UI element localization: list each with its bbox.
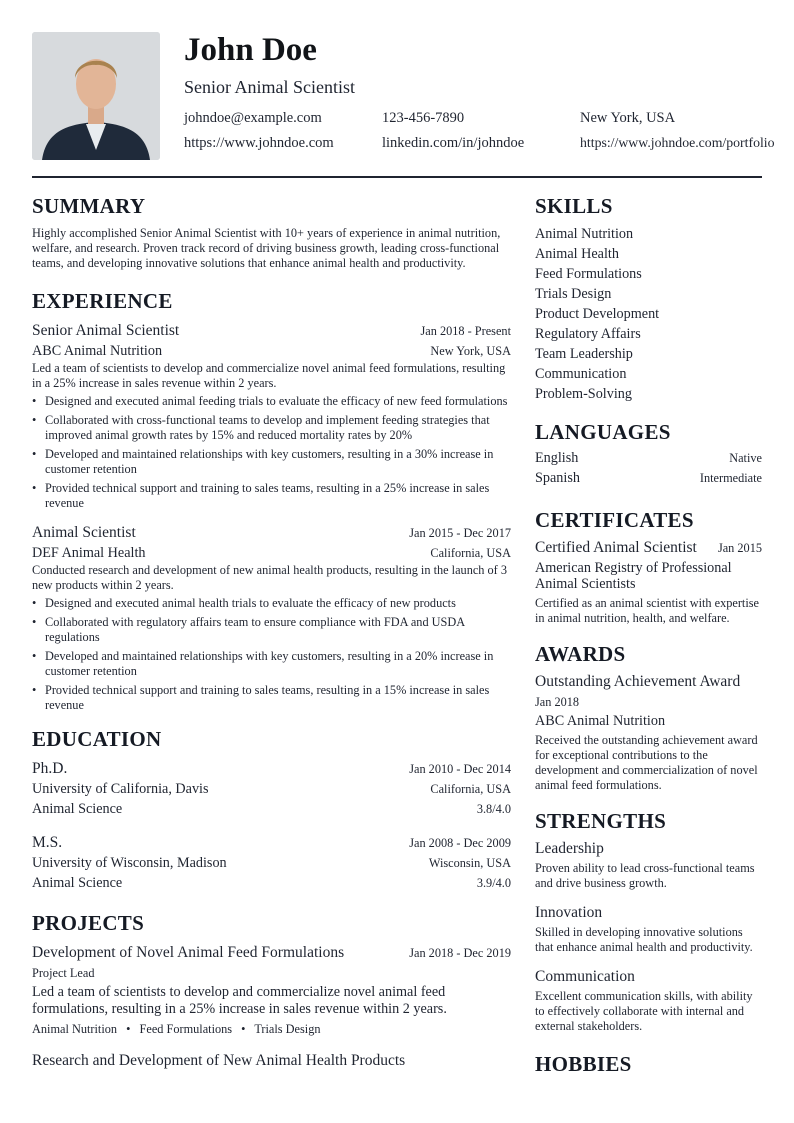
project-title: Research and Development of New Animal Health Products: [32, 1052, 406, 1069]
school: University of California, Davis: [32, 781, 209, 797]
education-heading: EDUCATION: [32, 727, 162, 751]
skill-item: Animal Nutrition: [535, 226, 634, 242]
job-company: ABC Animal Nutrition: [32, 343, 163, 359]
certificate-description: Certified as an animal scientist with expertise in animal nutrition, health, and welfare.: [535, 596, 760, 625]
contact-location: New York, USA: [580, 110, 676, 126]
job-dates: Jan 2015 - Dec 2017: [409, 526, 511, 540]
sidebar-column: [535, 192, 762, 1084]
strength-description: Skilled in developing innovative solutions that enhance animal health and productivity.: [535, 925, 753, 954]
field-of-study: Animal Science: [32, 801, 123, 817]
contact-phone[interactable]: 123-456-7890: [382, 110, 465, 126]
job-company: DEF Animal Health: [32, 545, 146, 561]
strength-name: Leadership: [535, 840, 604, 857]
field-of-study: Animal Science: [32, 875, 123, 891]
hobbies-section: [535, 1050, 762, 1078]
award-description: Received the outstanding achievement award for exceptional contributions to the development and commercialization of novel animal feed formulations.: [535, 733, 758, 792]
job-description: Led a team of scientists to develop and commercialize novel animal feed formulations, resulting in a 25% increase in sales revenue within 2 years.: [32, 361, 506, 390]
education-item: [32, 759, 511, 819]
profile-photo: [32, 32, 160, 160]
tag-separator: •: [241, 1022, 246, 1036]
list-item: • Designed and executed animal feeding trials to evaluate the efficacy of new feed formulations: [32, 394, 511, 409]
strength-name: Innovation: [535, 904, 603, 921]
list-item: • Developed and maintained relationships with key customers, resulting in a 30% increase in customer retention: [32, 447, 511, 477]
school-location: Wisconsin, USA: [428, 856, 511, 870]
list-item: • Provided technical support and training to sales teams, resulting in a 25% increase in sales revenue: [32, 481, 511, 511]
list-item: • Developed and maintained relationships with key customers, resulting in a 20% increase in customer retention: [32, 649, 511, 679]
degree: M.S.: [32, 834, 63, 851]
project-tag: Animal Nutrition: [32, 1022, 118, 1036]
summary-section: [32, 192, 511, 271]
projects-heading: PROJECTS: [32, 911, 145, 935]
contact-linkedin[interactable]: linkedin.com/in/johndoe: [382, 135, 525, 151]
list-item: • Designed and executed animal health trials to evaluate the efficacy of new products: [32, 596, 511, 611]
award-issuer: ABC Animal Nutrition: [535, 713, 666, 729]
summary-heading: SUMMARY: [32, 194, 146, 218]
projects-section: [32, 909, 511, 1071]
certificate-date: Jan 2015: [717, 541, 762, 555]
school-location: California, USA: [430, 782, 511, 796]
skill-item: Feed Formulations: [535, 266, 642, 282]
strength-item: [535, 967, 762, 1034]
main-column: [32, 192, 511, 1071]
language-level: Native: [729, 451, 762, 465]
gpa: 3.8/4.0: [476, 802, 511, 816]
strength-description: Proven ability to lead cross-functional teams and drive business growth.: [535, 861, 755, 890]
list-item: • Collaborated with regulatory affairs team to ensure compliance with FDA and USDA regulations: [32, 615, 511, 645]
job-title: Animal Scientist: [32, 524, 136, 541]
skill-item: Regulatory Affairs: [535, 326, 641, 342]
project-tag: Feed Formulations: [139, 1022, 233, 1036]
language-level: Intermediate: [699, 471, 762, 485]
hobbies-heading: HOBBIES: [535, 1052, 632, 1076]
languages-heading: LANGUAGES: [535, 420, 671, 444]
certificate-name: Certified Animal Scientist: [535, 539, 697, 556]
language-name: Spanish: [535, 470, 580, 486]
school: University of Wisconsin, Madison: [32, 855, 227, 871]
education-dates: Jan 2008 - Dec 2009: [409, 836, 511, 850]
tag-separator: •: [126, 1022, 131, 1036]
strength-item: [535, 903, 762, 955]
experience-item: [32, 321, 511, 511]
skill-item: Problem-Solving: [535, 386, 632, 402]
experience-heading: EXPERIENCE: [32, 289, 173, 313]
language-item: [535, 448, 762, 468]
skills-heading: SKILLS: [535, 194, 613, 218]
job-location: California, USA: [430, 546, 511, 560]
skill-item: Animal Health: [535, 246, 619, 262]
project-item: [32, 1051, 511, 1071]
skills-section: [535, 192, 762, 404]
degree: Ph.D.: [32, 760, 68, 777]
project-description: Led a team of scientists to develop and commercialize novel animal feed formulations, resulting in a 25% increase in sales revenue within 2 years.: [32, 984, 447, 1017]
strength-description: Excellent communication skills, with ability to effectively collaborate with internal and external stakeholders.: [535, 989, 753, 1033]
awards-section: [535, 640, 762, 793]
certificates-section: [535, 506, 762, 626]
education-item: [32, 833, 511, 893]
certificate-issuer: American Registry of Professional Animal Scientists: [535, 560, 732, 592]
experience-section: [32, 287, 511, 713]
skill-item: Team Leadership: [535, 346, 633, 362]
certificates-heading: CERTIFICATES: [535, 508, 694, 532]
award-name: Outstanding Achievement Award: [535, 673, 741, 690]
gpa: 3.9/4.0: [476, 876, 511, 890]
awards-heading: AWARDS: [535, 642, 626, 666]
language-item: [535, 468, 762, 488]
candidate-name: John Doe: [184, 32, 317, 68]
job-title: Senior Animal Scientist: [32, 322, 180, 339]
profile-photo-illustration: [32, 32, 160, 160]
strengths-section: [535, 807, 762, 1034]
education-dates: Jan 2010 - Dec 2014: [409, 762, 511, 776]
job-bullets: [32, 394, 511, 511]
contact-portfolio[interactable]: https://www.johndoe.com/portfolio: [580, 135, 775, 150]
project-title: Development of Novel Animal Feed Formulations: [32, 944, 345, 961]
project-item: [32, 943, 511, 1037]
strength-name: Communication: [535, 968, 635, 985]
project-role: Project Lead: [32, 966, 95, 980]
certificate-item: [535, 538, 762, 558]
contact-website[interactable]: https://www.johndoe.com: [184, 135, 334, 151]
contact-email[interactable]: johndoe@example.com: [184, 110, 322, 126]
project-tags: [32, 1022, 511, 1037]
languages-section: [535, 418, 762, 488]
candidate-title: Senior Animal Scientist: [184, 77, 355, 97]
project-dates: Jan 2018 - Dec 2019: [409, 946, 511, 960]
job-bullets: [32, 596, 511, 713]
project-tag: Trials Design: [254, 1022, 321, 1036]
skill-item: Product Development: [535, 306, 660, 322]
summary-text: Highly accomplished Senior Animal Scientist with 10+ years of experience in animal nutrition, welfare, and research. Proven track record of driving business growth, leading cross-functional teams, and developing innovative solutions that enhance animal health and productivity.: [32, 226, 501, 270]
job-dates: Jan 2018 - Present: [420, 324, 511, 338]
award-date: Jan 2018: [535, 695, 580, 709]
skill-item: Trials Design: [535, 286, 612, 302]
experience-item: [32, 523, 511, 713]
language-name: English: [535, 450, 579, 466]
list-item: • Collaborated with cross-functional teams to develop and implement feeding strategies that improved animal growth rates by 15% and reduced mortality rates by 20%: [32, 413, 511, 443]
education-section: [32, 725, 511, 893]
list-item: • Provided technical support and training to sales teams, resulting in a 15% increase in sales revenue: [32, 683, 511, 713]
skill-item: Communication: [535, 366, 627, 382]
job-description: Conducted research and development of new animal health products, resulting in the launch of 3 new products within 2 years.: [32, 563, 507, 592]
job-location: New York, USA: [430, 344, 511, 358]
strengths-heading: STRENGTHS: [535, 809, 667, 833]
strength-item: [535, 839, 762, 891]
header-divider: [32, 176, 762, 178]
